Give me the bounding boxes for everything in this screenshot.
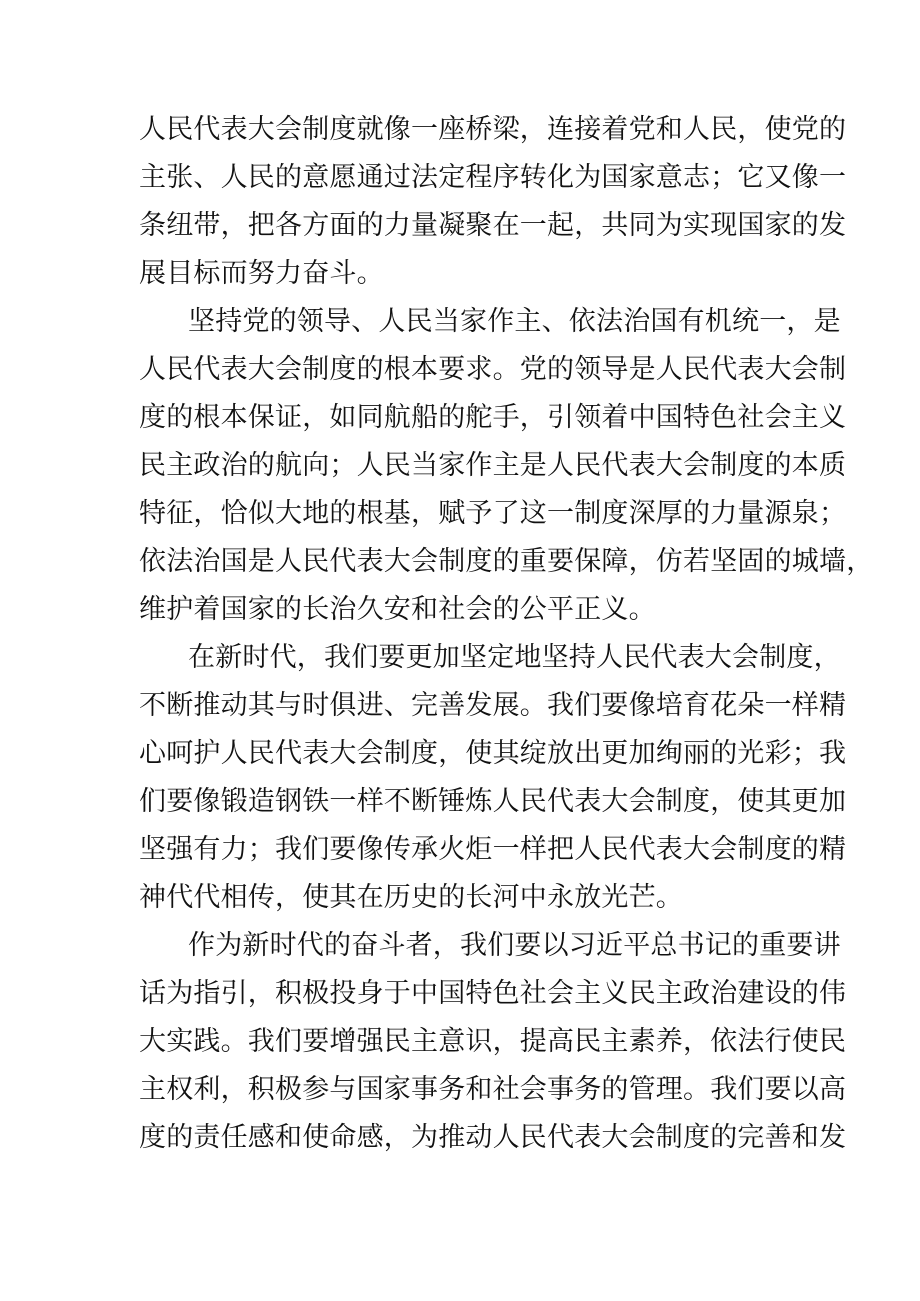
text-line: 不断推动其与时俱进、完善发展。我们要像培育花朵一样精 bbox=[139, 690, 847, 721]
text-line: 主张、人民的意愿通过法定程序转化为国家意志；它又像一 bbox=[139, 162, 847, 193]
text-line: 条纽带，把各方面的力量凝聚在一起，共同为实现国家的发 bbox=[139, 210, 847, 241]
text-line: 展目标而努力奋斗。 bbox=[139, 258, 384, 289]
text-line: 维护着国家的长治久安和社会的公平正义。 bbox=[139, 594, 656, 625]
text-line: 坚强有力；我们要像传承火炬一样把人民代表大会制度的精 bbox=[139, 834, 847, 865]
text-line: 们要像锻造钢铁一样不断锤炼人民代表大会制度，使其更加 bbox=[139, 786, 847, 817]
text-line: 神代代相传，使其在历史的长河中永放光芒。 bbox=[139, 882, 683, 913]
text-line: 依法治国是人民代表大会制度的重要保障，仿若坚固的城墙， bbox=[139, 546, 874, 577]
text-line: 特征，恰似大地的根基，赋予了这一制度深厚的力量源泉； bbox=[139, 498, 847, 529]
text-line: 度的根本保证，如同航船的舵手，引领着中国特色社会主义 bbox=[139, 402, 847, 433]
text-line: 作为新时代的奋斗者，我们要以习近平总书记的重要讲 bbox=[188, 930, 841, 961]
text-line: 民主政治的航向；人民当家作主是人民代表大会制度的本质 bbox=[139, 450, 847, 481]
text-line: 人民代表大会制度就像一座桥梁，连接着党和人民，使党的 bbox=[139, 114, 847, 145]
text-line: 大实践。我们要增强民主意识，提高民主素养，依法行使民 bbox=[139, 1026, 847, 1057]
text-line: 在新时代，我们要更加坚定地坚持人民代表大会制度， bbox=[188, 642, 841, 673]
text-line: 话为指引，积极投身于中国特色社会主义民主政治建设的伟 bbox=[139, 978, 847, 1009]
text-line: 主权利，积极参与国家事务和社会事务的管理。我们要以高 bbox=[139, 1074, 847, 1105]
text-line: 心呵护人民代表大会制度，使其绽放出更加绚丽的光彩；我 bbox=[139, 738, 847, 769]
text-line: 度的责任感和使命感，为推动人民代表大会制度的完善和发 bbox=[139, 1122, 847, 1153]
text-line: 人民代表大会制度的根本要求。党的领导是人民代表大会制 bbox=[139, 354, 847, 385]
text-line: 坚持党的领导、人民当家作主、依法治国有机统一，是 bbox=[188, 306, 841, 337]
